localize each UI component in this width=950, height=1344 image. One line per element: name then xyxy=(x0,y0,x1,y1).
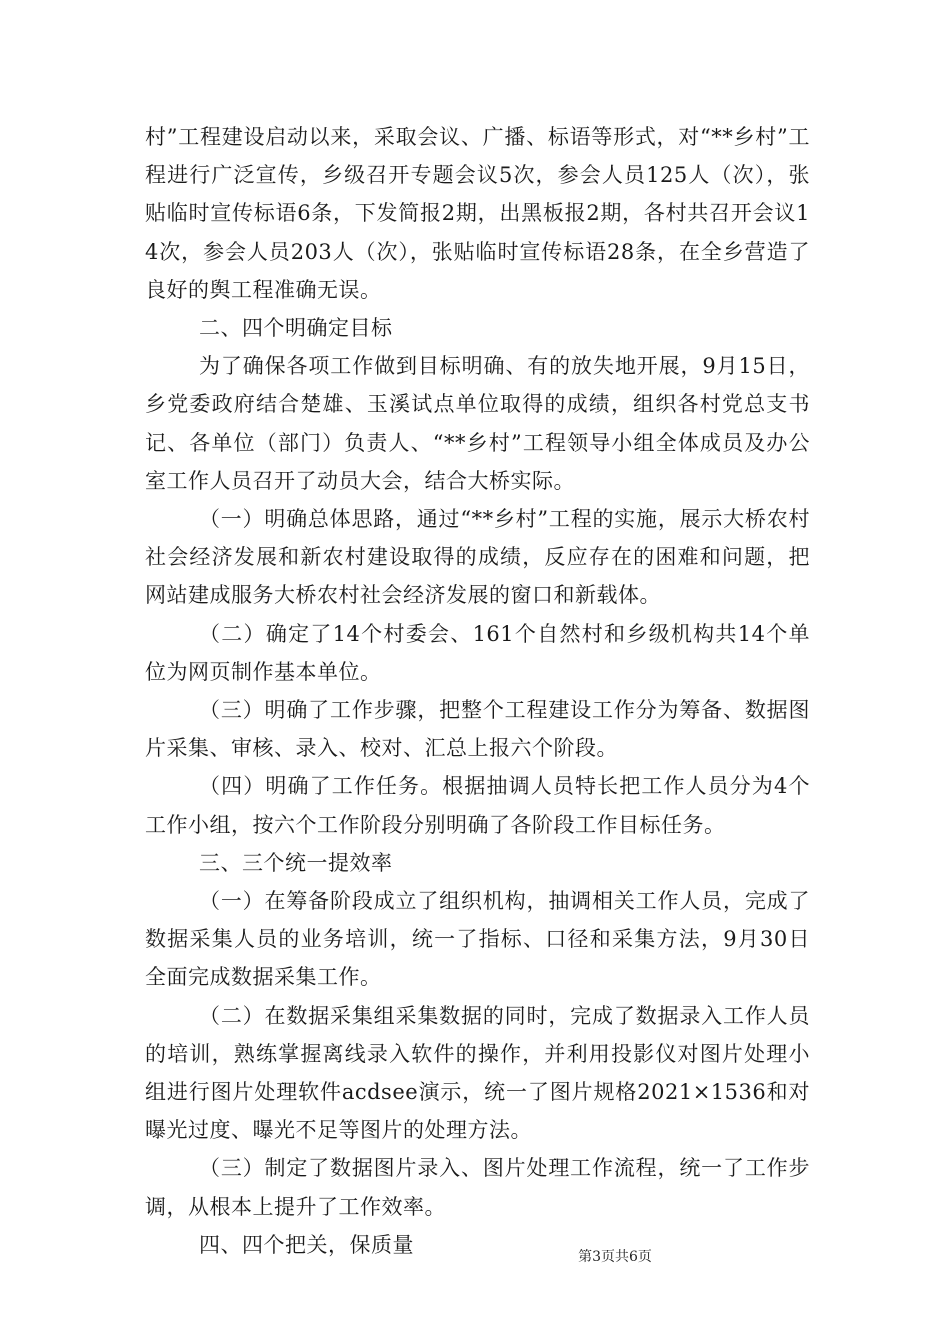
paragraph-work-steps: （三）明确了工作步骤，把整个工程建设工作分为筹备、数据图片采集、审核、录入、校对、汇总上报六个阶段。 xyxy=(145,698,810,761)
paragraph-preparation-stage: （一）在筹备阶段成立了组织机构，抽调相关工作人员，完成了数据采集人员的业务培训，统一了指标、口径和采集方法，9月30日全面完成数据采集工作。 xyxy=(145,889,810,990)
paragraph-clarify-approach: （一）明确总体思路，通过“**乡村”工程的实施，展示大桥农村社会经济发展和新农村建设取得的成绩，反应存在的困难和问题，把网站建成服务大桥农村社会经济发展的窗口和新载体。 xyxy=(145,507,810,608)
paragraph-continuation: 村”工程建设启动以来，采取会议、广播、标语等形式，对“**乡村”工程进行广泛宣传，乡级召开专题会议5次，参会人员125人（次），张贴临时宣传标语6条，下发简报2期，出黑板报2期，各村共召开会议14次，参会人员203人（次），张贴临时宣传标语28条，在全乡营造了良好的舆工程准确无误。 xyxy=(145,125,810,302)
section-heading-two: 二、四个明确定目标 xyxy=(199,316,393,341)
section-heading-four: 四、四个把关，保质量 xyxy=(199,1232,414,1257)
paragraph-work-tasks: （四）明确了工作任务。根据抽调人员特长把工作人员分为4个工作小组，按六个工作阶段分别明确了各阶段工作目标任务。 xyxy=(145,774,810,837)
paragraph-mobilization: 为了确保各项工作做到目标明确、有的放失地开展，9月15日，乡党委政府结合楚雄、玉溪试点单位取得的成绩，组织各村党总支书记、各单位（部门）负责人、“**乡村”工程领导小组全体成员及办公室工作人员召开了动员大会，结合大桥实际。 xyxy=(145,354,810,493)
section-heading-three: 三、三个统一提效率 xyxy=(199,850,393,875)
paragraph-data-entry-training: （二）在数据采集组采集数据的同时，完成了数据录入工作人员的培训，熟练掌握离线录入软件的操作，并利用投影仪对图片处理小组进行图片处理软件acdsee演示，统一了图片规格2021×1536和对曝光过度、曝光不足等图片的处理方法。 xyxy=(145,1003,810,1143)
document-body xyxy=(145,118,810,1264)
paragraph-workflow: （三）制定了数据图片录入、图片处理工作流程，统一了工作步调，从根本上提升了工作效率。 xyxy=(145,1156,810,1219)
page-number-footer: 第3页共6页 xyxy=(578,1249,652,1265)
paragraph-basic-units: （二）确定了14个村委会、161个自然村和乡级机构共14个单位为网页制作基本单位。 xyxy=(145,621,810,684)
